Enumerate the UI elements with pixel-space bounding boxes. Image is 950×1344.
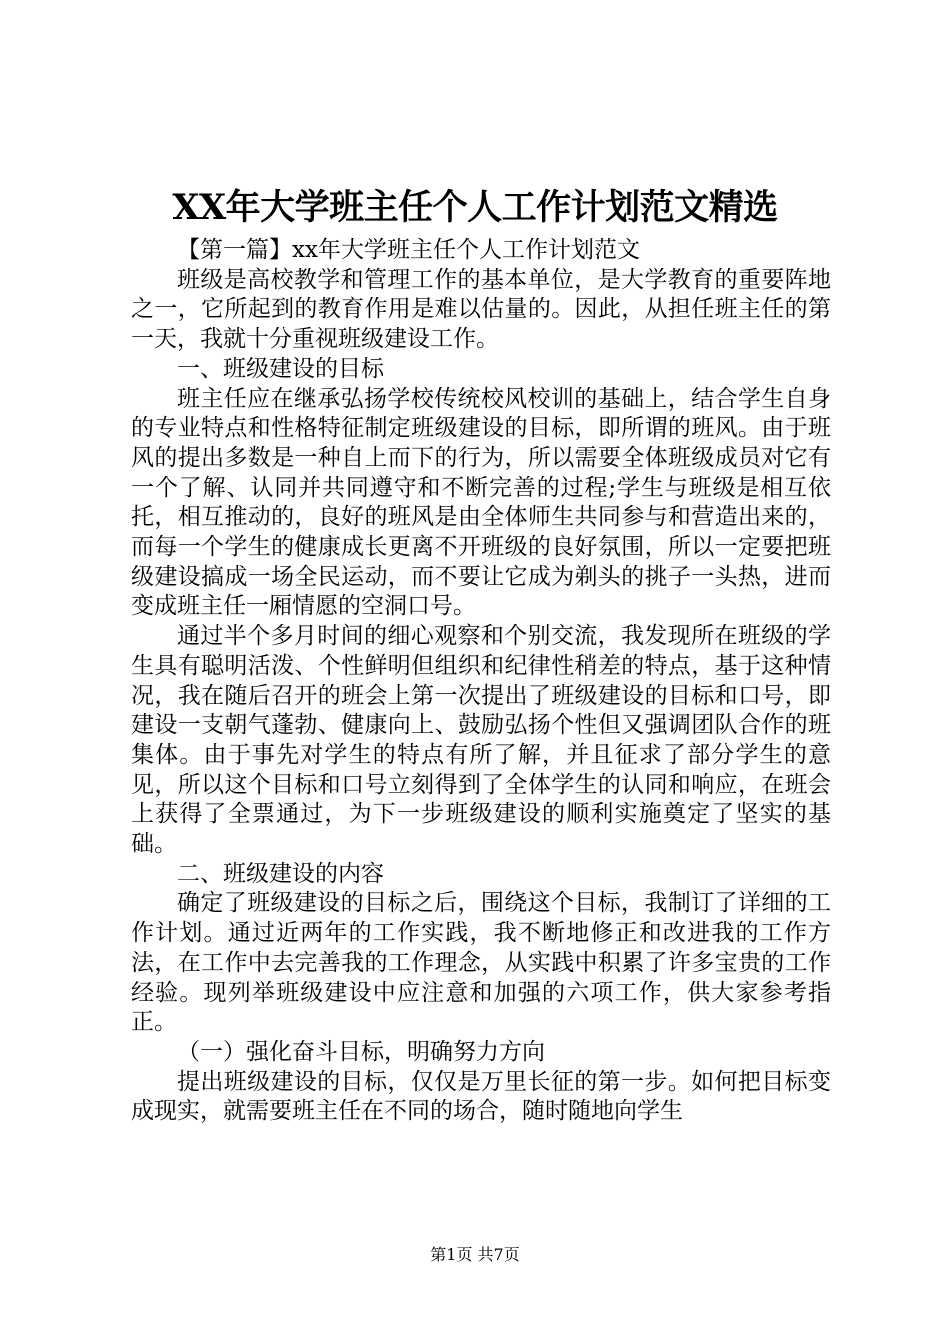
section-intro: 【第一篇】xx年大学班主任个人工作计划范文 — [177, 237, 640, 263]
paragraph: 班主任应在继承弘扬学校传统校风校训的基础上，结合学生自身的专业特点和性格特征制定班级建设的目标，即所谓的班风。由于班风的提出多数是一种自上而下的行为，所以需要全体班级成员对它有一个了解、认同并共同遵守和不断完善的过程;学生与班级是相互依托，相互推动的，良好的班风是由全体师生共同参与和营造出来的，而每一个学生的健康成长更离不开班级的良好氛围，所以一定要把班级建设搞成一场全民运动，而不要让它成为剃头的挑子一头热，进而变成班主任一厢情愿的空洞口号。 — [131, 385, 831, 620]
document-body — [131, 236, 831, 1127]
page-footer: 第1页 共7页 — [430, 1245, 520, 1264]
section-heading: 二、班级建设的内容 — [177, 860, 384, 887]
section-heading: 一、班级建设的目标 — [177, 355, 384, 382]
subsection-heading: （一）强化奋斗目标，明确努力方向 — [177, 1038, 545, 1065]
paragraph: 提出班级建设的目标，仅仅是万里长征的第一步。如何把目标变成现实，就需要班主任在不同的场合，随时随地向学生 — [131, 1068, 831, 1125]
paragraph: 确定了班级建设的目标之后，围绕这个目标，我制订了详细的工作计划。通过近两年的工作实践，我不断地修正和改进我的工作方法，在工作中去完善我的工作理念，从实践中积累了许多宝贵的工作经验。现列举班级建设中应注意和加强的六项工作，供大家参考指正。 — [131, 890, 831, 1036]
document-title: XX年大学班主任个人工作计划范文精选 — [172, 187, 778, 228]
paragraph: 班级是高校教学和管理工作的基本单位，是大学教育的重要阵地之一，它所起到的教育作用是难以估量的。因此，从担任班主任的第一天，我就十分重视班级建设工作。 — [131, 266, 831, 353]
paragraph: 通过半个多月时间的细心观察和个别交流，我发现所在班级的学生具有聪明活泼、个性鲜明但组织和纪律性稍差的特点，基于这种情况，我在随后召开的班会上第一次提出了班级建设的目标和口号，即建设一支朝气蓬勃、健康向上、鼓励弘扬个性但又强调团队合作的班集体。由于事先对学生的特点有所了解，并且征求了部分学生的意见，所以这个目标和口号立刻得到了全体学生的认同和响应，在班会上获得了全票通过，为下一步班级建设的顺利实施奠定了坚实的基础。 — [131, 623, 831, 858]
